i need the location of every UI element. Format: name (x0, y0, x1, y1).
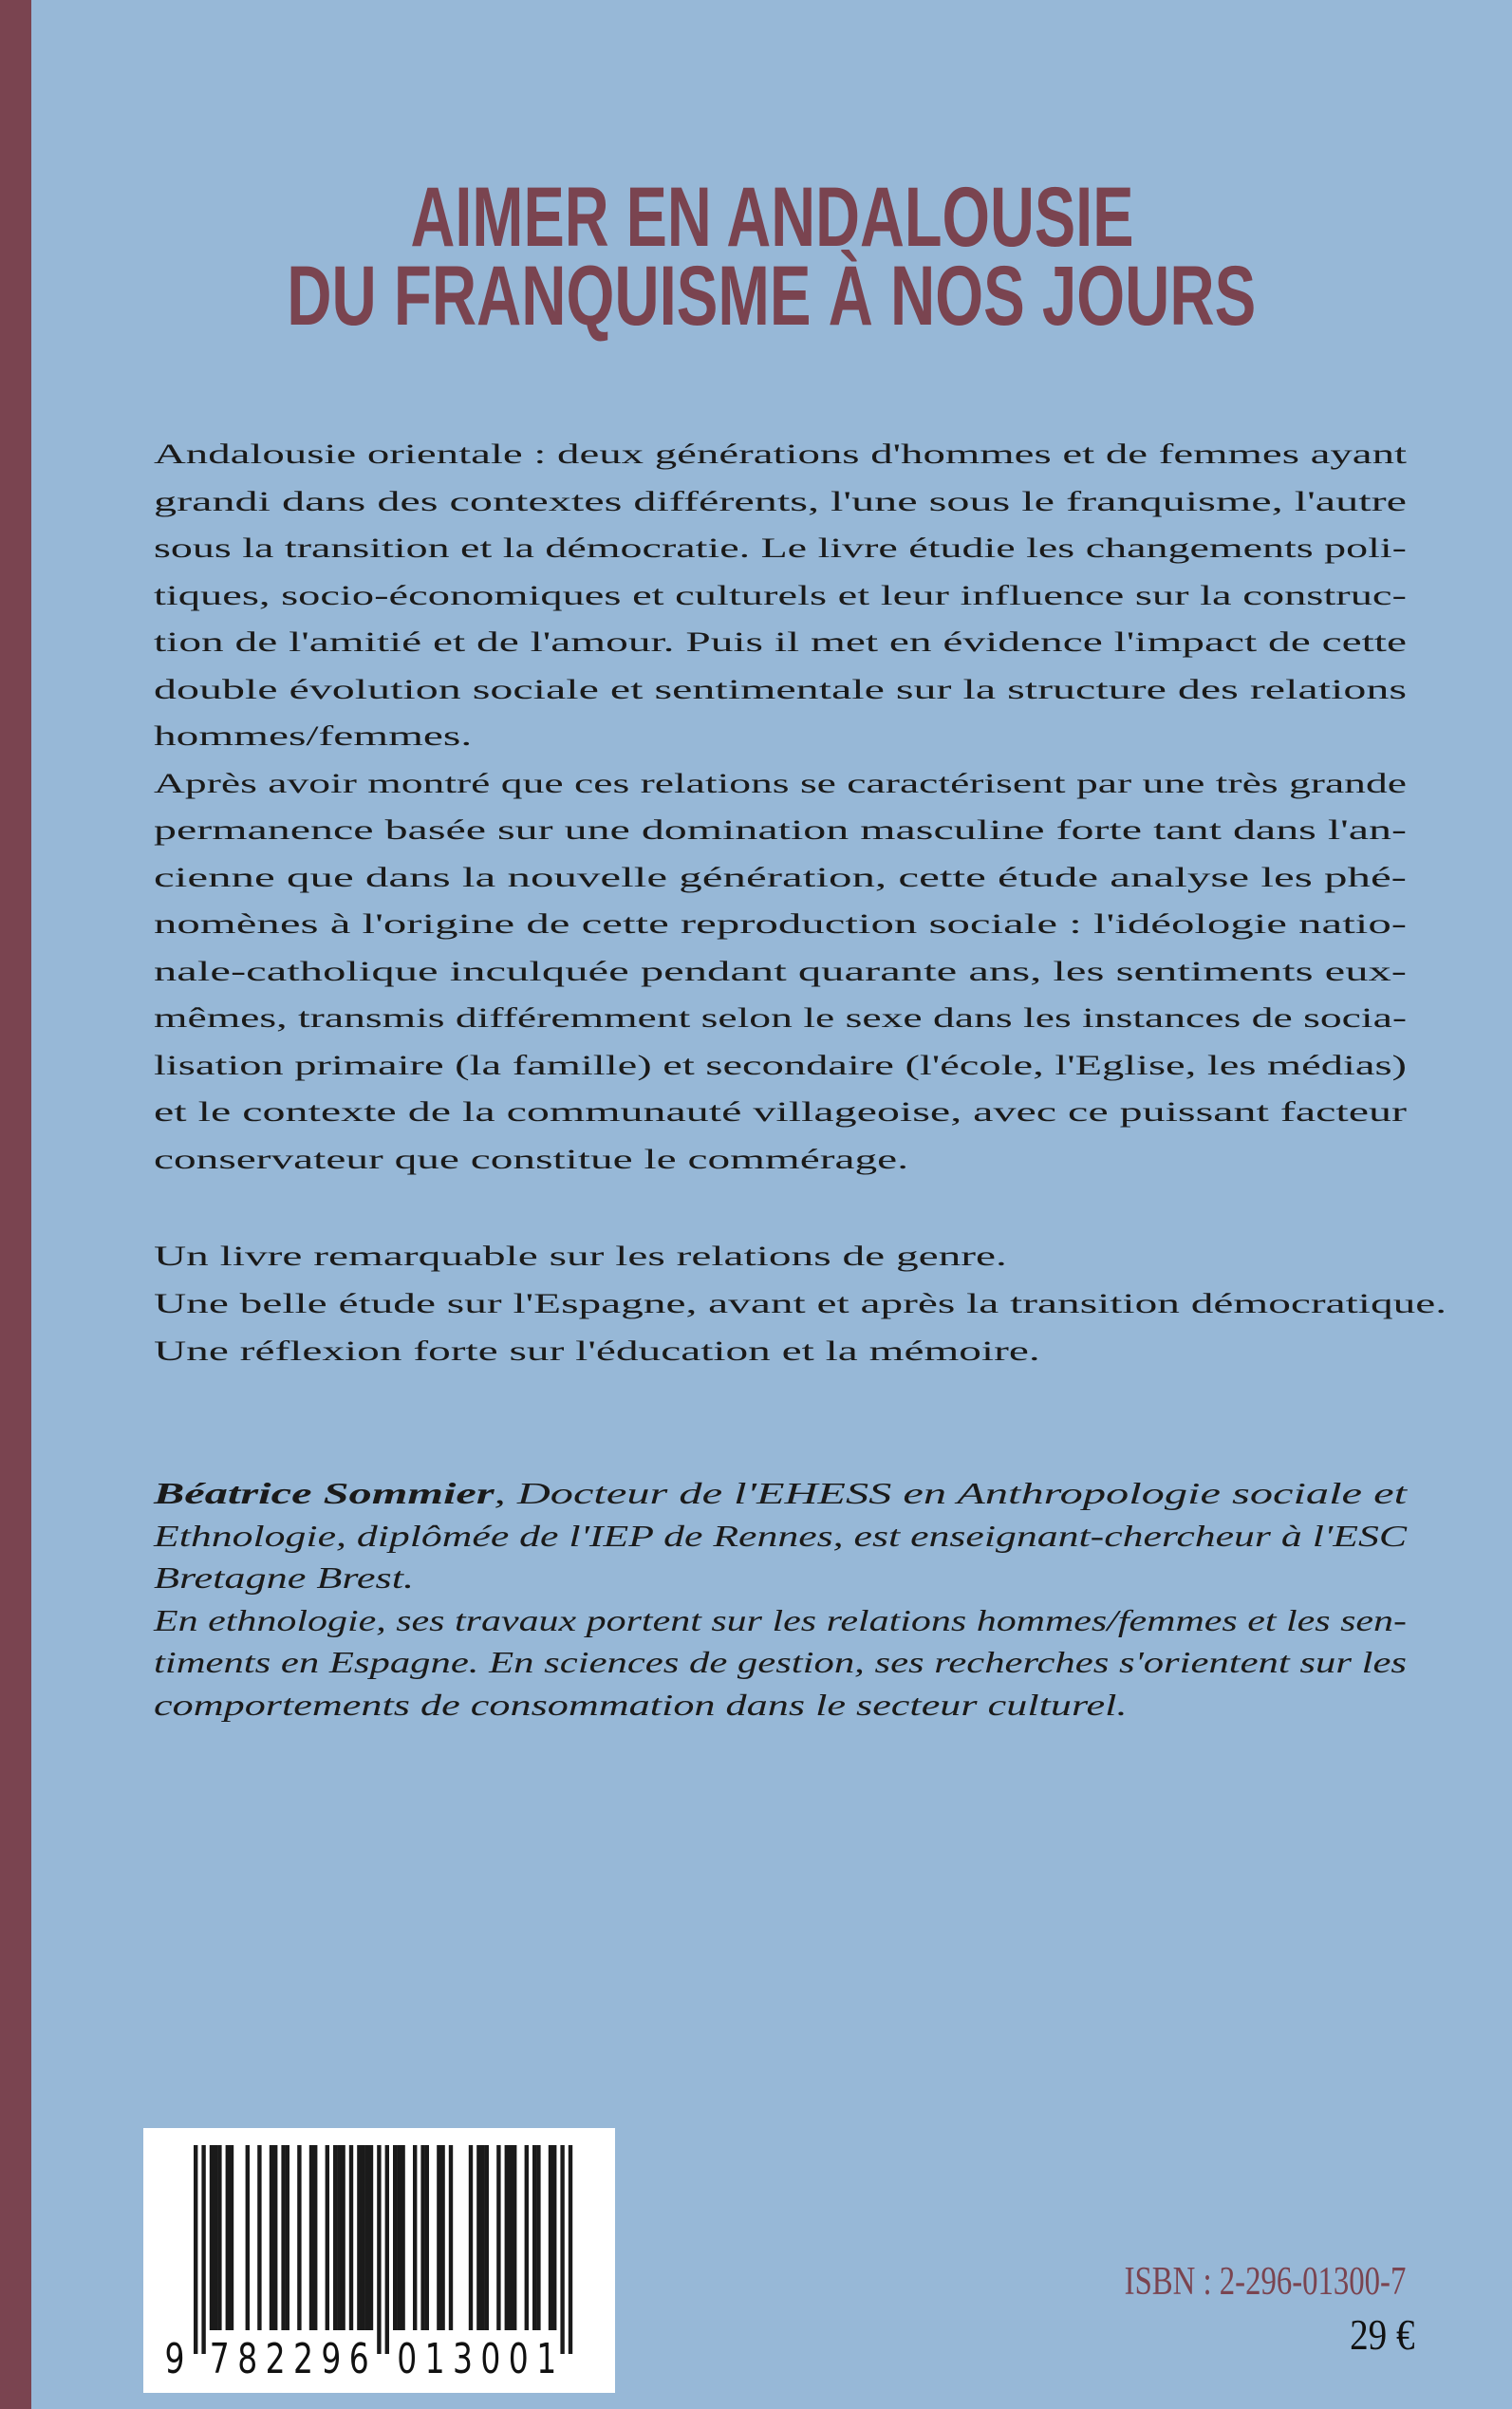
barcode-graphic (143, 2128, 615, 2393)
summary-text (154, 431, 1407, 1183)
bio-line (154, 1472, 1407, 1515)
summary-line (154, 525, 1407, 572)
barcode-bar (326, 2145, 329, 2330)
line-text (154, 901, 1407, 948)
line-content: Après avoir montré que ces relations se caractérisent par une très grande (154, 767, 1407, 799)
line-content: tiques, socio-économiques et culturels et leur influence sur la construc- (154, 579, 1407, 611)
line-text (154, 431, 1407, 478)
barcode-digit: 9 (321, 2335, 342, 2384)
barcode-bar (560, 2145, 564, 2354)
line-text (154, 995, 1407, 1042)
barcode-bar (341, 2145, 345, 2330)
line-content: permanence basée sur une domination masculine forte tant dans l'an- (154, 814, 1407, 846)
barcode-bar (401, 2145, 404, 2330)
barcode-bar (420, 2145, 424, 2330)
barcode-digit: 6 (348, 2335, 369, 2384)
highlight-line (154, 1233, 1407, 1280)
barcode-bar (440, 2145, 444, 2330)
barcode-bar (297, 2145, 301, 2330)
summary-line (154, 666, 1407, 714)
line-text (154, 478, 1407, 526)
barcode-bar (201, 2145, 205, 2354)
summary-line (154, 948, 1407, 996)
barcode-bar (513, 2145, 516, 2330)
book-title-line-2 (31, 248, 1512, 343)
barcode-bar (476, 2145, 480, 2330)
line-content: comportements de consommation dans le secteur culturel. (154, 1687, 1128, 1722)
barcode-bar (536, 2145, 540, 2330)
barcode-bar (485, 2145, 489, 2330)
barcode-bar (357, 2145, 361, 2330)
summary-line (154, 807, 1407, 854)
line-content: Andalousie orientale : deux générations d'hommes et de femmes ayant (154, 439, 1407, 470)
isbn: ISBN : 2-296-01300-7 (1124, 2260, 1406, 2304)
barcode-bar (313, 2145, 317, 2330)
author-bio (154, 1472, 1407, 1726)
highlights-text (154, 1233, 1447, 1375)
barcode-digit: 0 (508, 2335, 529, 2384)
author-name: Béatrice Sommier (154, 1476, 495, 1510)
line-content: nale-catholique inculquée pendant quarante ans, les sentiments eux- (154, 955, 1407, 987)
barcode-bar (377, 2145, 381, 2354)
line-content: et le contexte de la communauté villageoise, avec ce puissant facteur (154, 1096, 1407, 1128)
barcode-digit: 2 (265, 2335, 286, 2384)
line-text (154, 1042, 1407, 1090)
barcode-bar (365, 2145, 369, 2330)
line-content: , Docteur de l'EHESS en Anthropologie sociale et (494, 1476, 1407, 1510)
barcode-bar (286, 2145, 289, 2330)
barcode-bar (413, 2145, 417, 2330)
barcode-bar (385, 2145, 389, 2354)
barcode-bar (337, 2145, 341, 2330)
line-text (154, 713, 472, 760)
bio-line (154, 1557, 1407, 1599)
line-text (154, 1280, 1447, 1328)
barcode-bar (449, 2145, 453, 2330)
line-content: mêmes, transmis différemment selon le sexe dans les instances de socia- (154, 1002, 1407, 1034)
line-text (154, 572, 1407, 620)
barcode-bar (230, 2145, 233, 2330)
barcode-bar (226, 2145, 230, 2330)
summary-line (154, 1042, 1407, 1090)
line-text (154, 619, 1407, 666)
barcode-bar (257, 2145, 261, 2330)
barcode-digit: 1 (536, 2335, 557, 2384)
book-title-line-1 (31, 169, 1512, 264)
line-text (154, 666, 1407, 714)
summary-line (154, 713, 1407, 760)
line-content: tion de l'amitié et de l'amour. Puis il met en évidence l'impact de cette (154, 626, 1407, 658)
line-content: conservateur que constitue le commérage. (154, 1143, 909, 1175)
barcode-bar (569, 2145, 572, 2354)
barcode-digit: 8 (237, 2335, 258, 2384)
line-text (154, 760, 1407, 808)
barcode-bar (217, 2145, 221, 2330)
barcode-bar (333, 2145, 337, 2330)
barcode-digit: 2 (293, 2335, 313, 2384)
line-text (154, 1599, 1407, 1642)
summary-line (154, 901, 1407, 948)
title-text: DU FRANQUISME À NOS JOURS (287, 248, 1257, 343)
barcode-bar (496, 2145, 500, 2330)
bio-line (154, 1684, 1407, 1727)
barcode-bar (393, 2145, 397, 2330)
barcode-bar (309, 2145, 313, 2330)
highlight-line (154, 1280, 1447, 1328)
line-text (154, 1515, 1407, 1558)
summary-line (154, 760, 1407, 808)
line-content: En ethnologie, ses travaux portent sur les relations hommes/femmes et les sen- (154, 1602, 1407, 1637)
line-text (154, 1089, 1407, 1136)
barcode-bar (361, 2145, 364, 2330)
barcode-bar (509, 2145, 513, 2330)
line-content: timents en Espagne. En sciences de gestion, ses recherches s'orientent sur les (154, 1645, 1407, 1679)
highlight-line (154, 1328, 1407, 1375)
barcode-bar (425, 2145, 429, 2330)
line-text (154, 1328, 1040, 1375)
barcode-bar (349, 2145, 353, 2330)
barcode-digit: 1 (424, 2335, 445, 2384)
summary-line (154, 854, 1407, 902)
barcode-bar (281, 2145, 285, 2330)
line-text (154, 948, 1407, 996)
line-text (154, 1684, 1127, 1727)
barcode-bar (552, 2145, 556, 2330)
line-text (154, 525, 1407, 572)
barcode-bar (273, 2145, 277, 2330)
line-text (154, 1233, 1007, 1280)
barcode-bar (525, 2145, 529, 2330)
line-content: sous la transition et la démocratie. Le livre étudie les changements poli- (154, 532, 1407, 564)
summary-line (154, 619, 1407, 666)
barcode-bar (480, 2145, 484, 2330)
line-text (154, 1472, 1407, 1515)
line-text (154, 854, 1407, 902)
line-content: Une belle étude sur l'Espagne, avant et après la transition démocratique. (154, 1288, 1447, 1319)
barcode-digit: 3 (453, 2335, 473, 2384)
barcode-bar (505, 2145, 509, 2330)
line-text (154, 807, 1407, 854)
barcode-bar (549, 2145, 552, 2330)
barcode-bar (532, 2145, 536, 2330)
barcode-digit: 0 (480, 2335, 501, 2384)
line-text (154, 1136, 908, 1184)
barcode-bar (210, 2145, 214, 2330)
line-text (154, 1557, 414, 1599)
barcode-bar (214, 2145, 217, 2330)
spine-stripe (0, 0, 31, 2409)
bio-line (154, 1515, 1407, 1558)
bio-line (154, 1641, 1407, 1684)
line-content: nomènes à l'origine de cette reproduction sociale : l'idéologie natio- (154, 908, 1407, 940)
summary-line (154, 431, 1407, 478)
bio-line (154, 1599, 1407, 1642)
barcode-bar (437, 2145, 440, 2330)
line-text (154, 1641, 1407, 1684)
barcode-digit: 9 (164, 2335, 185, 2384)
line-content: cienne que dans la nouvelle génération, cette étude analyse les phé- (154, 861, 1407, 893)
barcode-bar (194, 2145, 197, 2354)
barcode-digit: 0 (397, 2335, 418, 2384)
barcode-bar (397, 2145, 401, 2330)
line-content: Une réflexion forte sur l'éducation et la mémoire. (154, 1335, 1040, 1367)
barcode-bar (270, 2145, 273, 2330)
barcode-bar (469, 2145, 473, 2330)
barcode-bar (369, 2145, 373, 2330)
summary-line (154, 572, 1407, 620)
summary-line (154, 995, 1407, 1042)
price: 29 € (1349, 2310, 1414, 2359)
line-content: Ethnologie, diplômée de l'IEP de Rennes, est enseignant-chercheur à l'ESC (154, 1518, 1407, 1553)
line-content: Bretagne Brest. (154, 1560, 415, 1595)
barcode-bar (246, 2145, 250, 2330)
line-content: grandi dans des contextes différents, l'une sous le franquisme, l'autre (154, 485, 1407, 517)
line-content: Un livre remarquable sur les relations de genre. (154, 1241, 1007, 1272)
barcode (143, 2128, 615, 2393)
line-content: double évolution sociale et sentimentale sur la structure des relations (154, 673, 1407, 705)
summary-line (154, 1136, 1407, 1184)
summary-line (154, 1089, 1407, 1136)
summary-line (154, 478, 1407, 526)
line-content: hommes/femmes. (154, 720, 473, 752)
barcode-digit: 7 (209, 2335, 230, 2384)
title-text: AIMER EN ANDALOUSIE (410, 169, 1133, 264)
line-content: lisation primaire (la famille) et secondaire (l'école, l'Eglise, les médias) (154, 1049, 1407, 1081)
